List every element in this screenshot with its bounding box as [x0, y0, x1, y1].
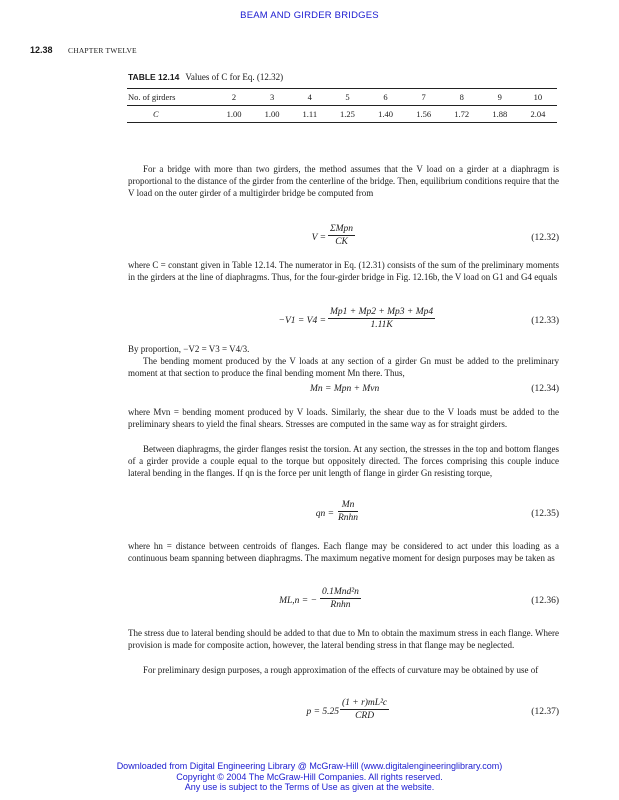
equation-number: (12.36) [531, 596, 559, 606]
equation-fraction [328, 224, 355, 247]
girder-count-cell: 3 [253, 89, 291, 106]
row-label-cell: C [127, 106, 215, 123]
table-caption-text: Values of C for Eq. (12.32) [185, 72, 284, 82]
equation-12-36 [128, 587, 559, 615]
equation-12-34 [128, 382, 559, 398]
paragraph: By proportion, −V2 = V3 = V4/3. [128, 344, 250, 354]
paragraph: For a bridge with more than two girders, the method assumes that the V load on a girder at a diaphragm is proportional to the distance of the girder from the centerline of the bridge. Then, equilibrium conditions require that the V load on the outer girder of a multigirder bridge be computed from [128, 164, 559, 199]
table-caption [128, 72, 283, 82]
equation-lhs: −V1 = V4 = [278, 316, 326, 326]
equation-number: (12.34) [531, 384, 559, 394]
equation-numerator: 0.1Mnd²n [322, 587, 359, 597]
table-header-row [127, 89, 557, 106]
paragraph: For preliminary design purposes, a rough approximation of the effects of curvature may be obtained by use of [143, 665, 539, 675]
girder-count-cell: 4 [291, 89, 328, 106]
paragraph: where hn = distance between centroids of flanges. Each flange may be considered to act under this loading as a continuous beam spanning between diaphragms. The maximum negative moment for design purposes may be taken as [128, 541, 559, 564]
chapter-title: CHAPTER TWELVE [68, 46, 137, 55]
equation-numerator: (1 + r)mL²c [342, 698, 388, 708]
equation-text: Mn = Mpn + Mvn [310, 384, 380, 394]
equation-lhs: ML,n = − [279, 596, 317, 606]
c-value-cell: 1.00 [253, 106, 291, 123]
equation-lhs: V = [311, 233, 326, 243]
equation-fraction [340, 698, 389, 721]
footer-download-link[interactable]: Downloaded from Digital Engineering Library @ McGraw-Hill (www.digitalengineeringlibrary.com) [116, 761, 503, 771]
equation-numerator: ΣMpn [330, 224, 354, 234]
equation-denominator: CK [335, 237, 348, 247]
equation-lhs: p = 5.25 [306, 707, 339, 717]
header-label-cell: No. of girders [127, 89, 215, 106]
equation-fraction [320, 587, 361, 610]
equation-12-33 [128, 307, 559, 335]
equation-denominator: CRD [355, 711, 375, 721]
equation-denominator: Rnhn [338, 513, 359, 523]
girder-count-cell: 5 [328, 89, 366, 106]
equation-denominator: 1.11K [370, 320, 393, 330]
c-value-cell: 2.04 [519, 106, 557, 123]
c-value-cell: 1.00 [215, 106, 253, 123]
girder-count-cell: 9 [481, 89, 519, 106]
equation-12-32 [128, 224, 559, 252]
paragraph: The bending moment produced by the V loads at any section of a girder Gn must be added to the preliminary moment at that section to produce the final bending moment Mn there. Thus, [128, 356, 559, 379]
girder-count-cell: 10 [519, 89, 557, 106]
equation-number: (12.37) [531, 707, 559, 717]
equation-lhs: qn = [315, 509, 334, 519]
page-number: 12.38 [30, 45, 53, 55]
footer-terms: Any use is subject to the Terms of Use as given at the website. [184, 782, 435, 792]
paragraph: Between diaphragms, the girder flanges resist the torsion. At any section, the stresses in the top and bottom flanges of a girder provide a couple equal to the torque but oppositely directed. The forces comprising this couple induce lateral bending in the flanges. If qn is the force per unit length of flange in girder Gn resisting torque, [128, 444, 559, 479]
values-table [127, 88, 557, 123]
equation-denominator: Rnhn [330, 600, 351, 610]
equation-fraction [338, 500, 358, 523]
table-value-row [127, 106, 557, 123]
c-value-cell: 1.40 [367, 106, 405, 123]
equation-number: (12.32) [531, 233, 559, 243]
paragraph: The stress due to lateral bending should be added to that due to Mn to obtain the maximum stress in each flange. Where provision is made for composite action, however, the lateral bending stress in that flange may be neglected. [128, 628, 559, 651]
c-value-cell: 1.25 [328, 106, 366, 123]
c-value-cell: 1.72 [443, 106, 481, 123]
girder-count-cell: 2 [215, 89, 253, 106]
paragraph: where Mvn = bending moment produced by V loads. Similarly, the shear due to the V loads must be added to the preliminary shears to yield the final shears. Stresses are computed in the same way as for straight girders. [128, 407, 559, 430]
girder-count-cell: 7 [405, 89, 443, 106]
footer-copyright: Copyright © 2004 The McGraw-Hill Companies. All rights reserved. [176, 771, 443, 782]
c-value-cell: 1.11 [291, 106, 328, 123]
girder-count-cell: 8 [443, 89, 481, 106]
equation-number: (12.35) [531, 509, 559, 519]
running-header: BEAM AND GIRDER BRIDGES [240, 10, 379, 21]
c-value-cell: 1.56 [405, 106, 443, 123]
table-label: TABLE 12.14 [128, 72, 180, 82]
download-footer [0, 761, 619, 793]
equation-numerator: Mn [338, 500, 358, 512]
girder-count-cell: 6 [367, 89, 405, 106]
equation-numerator: Mp1 + Mp2 + Mp3 + Mp4 [330, 307, 434, 317]
c-value-cell: 1.88 [481, 106, 519, 123]
equation-12-37 [128, 698, 559, 726]
equation-fraction [328, 307, 435, 330]
paragraph: where C = constant given in Table 12.14. The numerator in Eq. (12.31) consists of the sum of the preliminary moments in the girders at the line of diaphragms. Thus, for the four-girder bridge in Fig. 12.16b, the V load on G1 and G4 equals [128, 260, 559, 283]
equation-number: (12.33) [531, 316, 559, 326]
equation-12-35 [128, 500, 559, 528]
